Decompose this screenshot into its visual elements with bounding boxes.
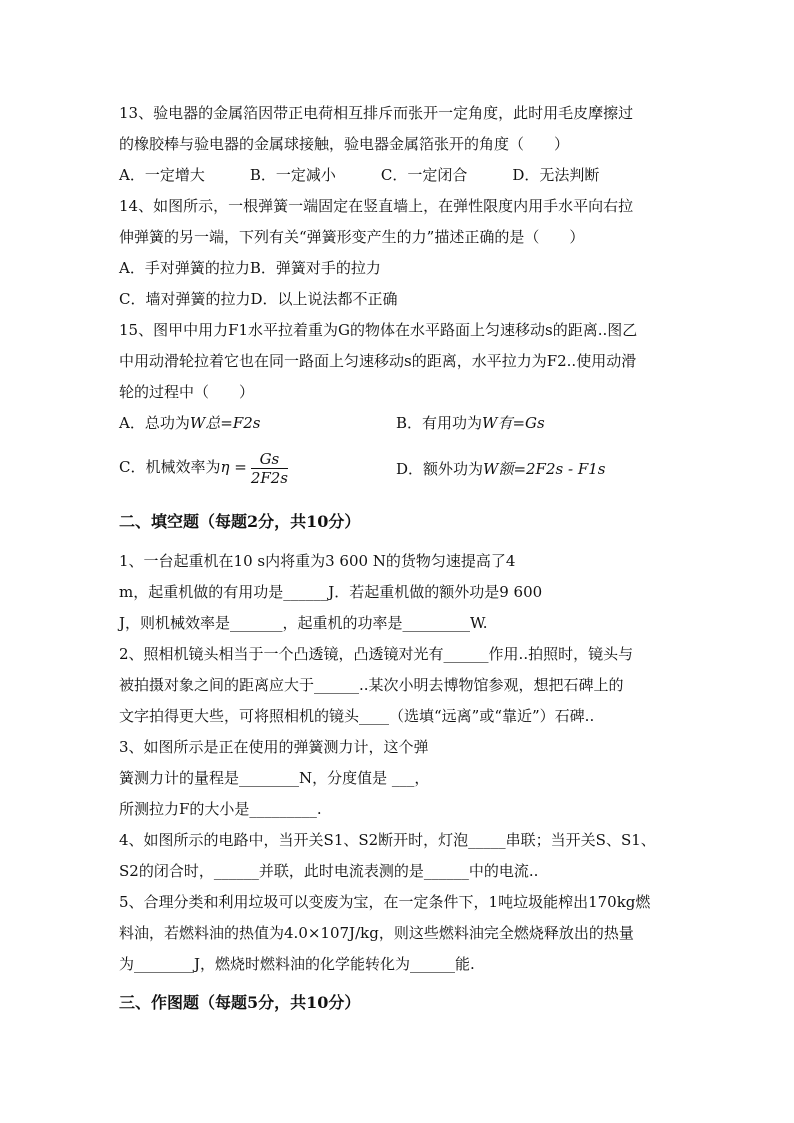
section3-title: 三、作图题（每题5分，共10分） <box>119 993 361 1012</box>
fill-line: 所测拉力F的大小是_________. <box>119 800 322 818</box>
q15-option-c-prefix: C．机械效率为 <box>119 458 221 476</box>
fill-line: 文字拍得更大些，可将照相机的镜头____（选填“远离”或“靠近”）石碑.. <box>119 707 595 725</box>
q15-option-a <box>119 413 260 433</box>
q15-option-a-prefix: A．总功为 <box>119 414 190 432</box>
fill-line: 4、如图所示的电路中，当开关S1、S2断开时，灯泡_____串联；当开关S、S1、 <box>119 831 656 849</box>
q15-option-b <box>396 413 545 433</box>
q14-option-cd: C．墙对弹簧的拉力D．以上说法都不正确 <box>119 290 398 308</box>
fill-line: 料油，若燃料油的热值为4.0×107J/kg，则这些燃料油完全燃烧释放出的热量 <box>119 924 634 942</box>
fill-line: 3、如图所示是正在使用的弹簧测力计，这个弹 <box>119 738 429 756</box>
q15-line3: 轮的过程中（ ） <box>119 383 255 401</box>
q15-option-a-formula: W总=F2s <box>189 414 261 432</box>
fill-line: 5、合理分类和利用垃圾可以变废为宝，在一定条件下，1吨垃圾能榨出170kg燃 <box>119 893 651 911</box>
fraction-numerator: Gs <box>251 450 288 469</box>
q13-line2: 的橡胶棒与验电器的金属球接触，验电器金属箔张开的角度（ ） <box>119 135 570 153</box>
fill-line: 2、照相机镜头相当于一个凸透镜，凸透镜对光有______作用..拍照时，镜头与 <box>119 645 634 663</box>
fill-line: 簧测力计的量程是________N，分度值是 ___， <box>119 769 430 787</box>
fill-line: J，则机械效率是_______，起重机的功率是_________W. <box>119 614 488 632</box>
q14-line1: 14、如图所示，一根弹簧一端固定在竖直墙上，在弹性限度内用手水平向右拉 <box>119 197 634 215</box>
q15-option-b-formula: W有=Gs <box>482 414 545 432</box>
section2-title: 二、填空题（每题2分，共10分） <box>119 512 361 531</box>
efficiency-fraction <box>251 450 288 487</box>
q15-line1: 15、图甲中用力F1水平拉着重为G的物体在水平路面上匀速移动s的距离..图乙 <box>119 321 638 339</box>
q13-line1: 13、验电器的金属箔因带正电荷相互排斥而张开一定角度，此时用毛皮摩擦过 <box>119 104 634 122</box>
q15-option-c <box>119 448 288 487</box>
q15-option-c-eta: η = <box>220 458 247 476</box>
q14-line2: 伸弹簧的另一端，下列有关“弹簧形变产生的力”描述正确的是（ ） <box>119 228 585 246</box>
q15-option-d-prefix: D．额外功为 <box>396 460 484 478</box>
fill-line: 为________J，燃烧时燃料油的化学能转化为______能. <box>119 955 475 973</box>
fraction-denominator: 2F2s <box>250 468 289 487</box>
q15-option-d <box>396 459 605 479</box>
q15-line2: 中用动滑轮拉着它也在同一路面上匀速移动s的距离，水平拉力为F2..使用动滑 <box>119 352 637 370</box>
q13-options: A．一定增大 B．一定减小 C．一定闭合 D．无法判断 <box>119 166 600 184</box>
q15-option-d-formula: W额=2F2s - F1s <box>483 460 606 478</box>
fill-line: m，起重机做的有用功是______J．若起重机做的额外功是9 600 <box>119 583 543 601</box>
q14-option-ab: A．手对弹簧的拉力B．弹簧对手的拉力 <box>119 259 381 277</box>
q15-option-b-prefix: B．有用功为 <box>396 414 483 432</box>
fill-line: S2的闭合时，______并联，此时电流表测的是______中的电流.. <box>119 862 539 880</box>
fill-line: 1、一台起重机在10 s内将重为3 600 N的货物匀速提高了4 <box>119 552 516 570</box>
fill-line: 被拍摄对象之间的距离应大于______..某次小明去博物馆参观，想把石碑上的 <box>119 676 624 694</box>
